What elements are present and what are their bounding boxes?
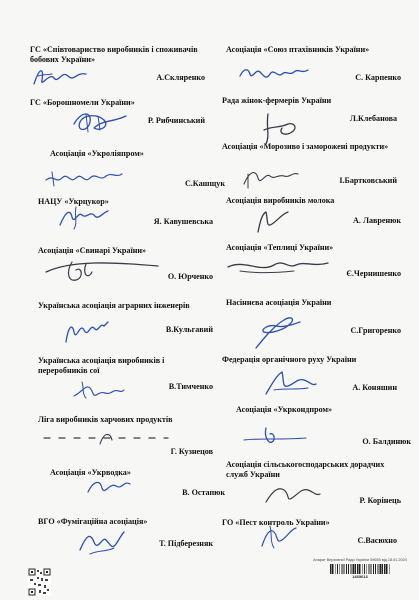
signatory-entry-right-7 xyxy=(222,355,397,392)
signatory-entry-right-1 xyxy=(226,45,401,82)
signatory-name: В.Тимченко xyxy=(168,382,213,391)
signature-mark xyxy=(256,522,300,552)
signatory-name: В.Кульгавий xyxy=(165,325,213,334)
organization-name: ГС «Борошномели України» xyxy=(30,98,135,107)
signatory-name: Р. Рибчинський xyxy=(147,116,205,125)
signatory-entry-left-5 xyxy=(38,246,213,281)
signature-mark xyxy=(224,255,330,277)
organization-name: Рада жінок-фермерів України xyxy=(222,96,332,105)
signatory-entry-right-10 xyxy=(222,518,397,545)
signatory-name: Є.Чернишенко xyxy=(346,269,401,278)
signatory-entry-left-6 xyxy=(38,301,213,334)
signatory-entry-left-8 xyxy=(38,415,213,456)
signatory-name: А. Коняшин xyxy=(352,383,397,392)
signatory-entry-left-10 xyxy=(38,517,213,548)
organization-name: Федерація органічного руху України xyxy=(222,355,357,364)
organization-name: Асоціація «Укроліяпром» xyxy=(50,149,144,158)
organization-name: Українська асоціація виробників і переробників сої xyxy=(38,356,165,375)
organization-name: Асоціація «Свинарі України» xyxy=(38,246,147,255)
organization-name: Асоціація виробників молока xyxy=(226,196,335,205)
signatory-entry-right-6 xyxy=(226,298,401,335)
signatory-entry-right-5 xyxy=(226,243,401,278)
signatory-entry-left-7 xyxy=(38,356,213,391)
signature-mark xyxy=(240,424,310,448)
signature-mark xyxy=(262,480,322,508)
signatory-name: О. Балдинюк xyxy=(362,437,411,446)
qr-code-icon xyxy=(28,568,51,596)
signatory-name: С. Карпенко xyxy=(355,73,401,82)
organization-name: Асоціація «Укркондпром» xyxy=(236,405,333,414)
signatory-entry-right-4 xyxy=(226,196,401,225)
barcode-icon xyxy=(330,564,390,574)
signatory-name: В. Остапюк xyxy=(182,488,225,497)
signatory-name: О. Юрченко xyxy=(167,272,213,281)
organization-name: Асоціація сільськогосподарських дорадчих служб України xyxy=(226,460,385,479)
signature-mark xyxy=(62,318,112,348)
signature-mark xyxy=(252,208,292,234)
signature-mark xyxy=(42,258,162,286)
signature-mark xyxy=(56,205,112,231)
organization-name: Насіннєва асоціація України xyxy=(226,298,332,307)
organization-name: Асоціація «Укрводка» xyxy=(50,468,131,477)
organization-name: Асоціація «Морозиво і заморожені продукти» xyxy=(222,142,389,151)
signature-mark xyxy=(262,368,318,398)
signature-mark xyxy=(76,528,126,558)
signature-mark xyxy=(236,62,312,86)
signature-mark xyxy=(44,168,124,190)
organization-name: ГС «Співтовариство виробників і споживачів бобових України» xyxy=(30,45,198,64)
signatory-name: С.Григоренко xyxy=(350,326,401,335)
signatory-name: Т. Підберезняк xyxy=(159,539,213,548)
signature-mark xyxy=(40,428,170,448)
organization-name: Ліга виробників харчових продуктів xyxy=(38,415,173,424)
organization-name: ВГО «Фумігаційна асоціація» xyxy=(38,517,148,526)
organization-name: НАЦУ «Укрцукор» xyxy=(38,197,109,206)
signatory-name: С.Кашщук xyxy=(184,179,225,188)
signatory-entry-right-9 xyxy=(226,460,401,505)
signature-mark xyxy=(70,106,130,138)
signatory-name: А. Лавренюк xyxy=(353,216,401,225)
signatory-name: Я. Кавушевська xyxy=(153,217,213,226)
signatory-name: І.Бартковський xyxy=(339,176,397,185)
signature-mark xyxy=(250,312,304,352)
signature-mark xyxy=(258,110,302,146)
organization-name: ГО «Пест контроль України» xyxy=(222,518,330,527)
signatory-name: А.Скляренко xyxy=(156,73,205,82)
signature-mark xyxy=(84,476,134,498)
signatory-name: Л.Клебанова xyxy=(349,114,397,123)
signatory-entry-right-8 xyxy=(236,405,411,446)
signature-mark xyxy=(240,166,300,190)
signatory-entry-right-3 xyxy=(222,142,397,185)
signatory-entry-right-2 xyxy=(222,96,397,123)
signatory-name: Р. Корінець xyxy=(359,496,401,505)
signature-mark xyxy=(30,62,90,92)
organization-name: Асоціація «Союз птахівників України» xyxy=(226,45,370,54)
organization-name: Асоціація «Теплиці України» xyxy=(226,243,334,252)
registration-number: 1465613 xyxy=(352,574,368,580)
signatory-name: Г. Кузнецов xyxy=(170,447,213,456)
signatory-name: С.Васюхно xyxy=(357,536,397,545)
stamp-text: Апарат Верховної Ради України 59655 від 18.01.2024 xyxy=(313,558,407,562)
signatory-entry-left-9 xyxy=(50,468,225,497)
signature-mark xyxy=(70,378,126,402)
signatory-entry-left-3 xyxy=(50,149,225,188)
registration-stamp xyxy=(312,558,408,580)
organization-name: Українська асоціація аграрних інженерів xyxy=(38,301,190,310)
